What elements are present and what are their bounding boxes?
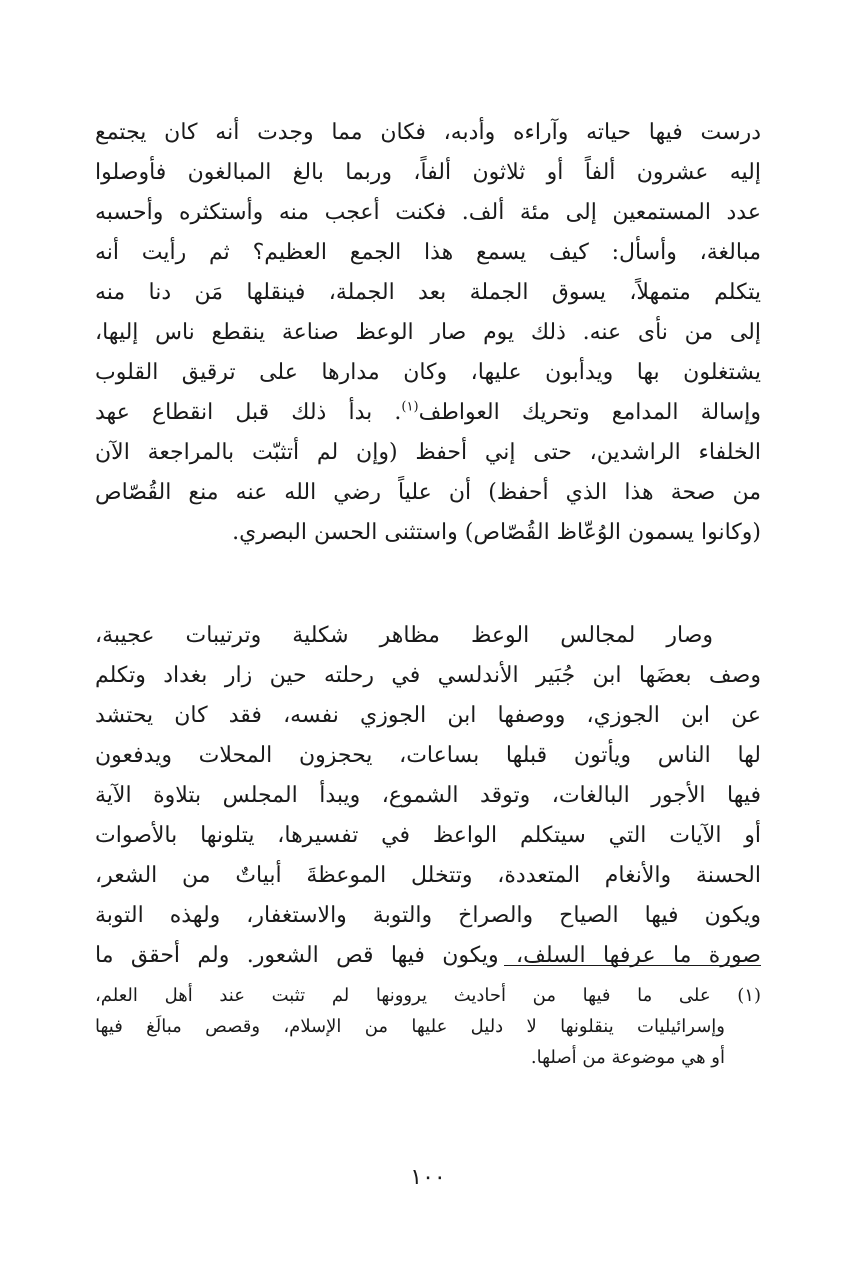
footnote-reference[interactable]: (١) <box>401 399 419 415</box>
text-line: درست فيها حياته وآراءه وأدبه، فكان مما وجدت أنه كان يجتمع <box>95 120 761 145</box>
text-segment: وإسالة المدامع وتحريك العواطف <box>418 400 761 425</box>
text-line: وصار لمجالس الوعظ مظاهر شكلية وترتيبات عجيبة، <box>95 623 713 648</box>
footnote-line: وإسرائيليات ينقلونها لا دليل عليها من الإسلام، وقصص مبالَغ فيها <box>95 1016 725 1037</box>
text-line: إليه عشرون ألفاً أو ثلاثون ألفاً، وربما بالغ المبالغون فأوصلوا <box>95 160 761 185</box>
page-number: ١٠٠ <box>410 1165 446 1190</box>
text-line: فيها الأجور البالغات، وتوقد الشموع، ويبدأ المجلس بتلاوة الآية <box>95 783 761 808</box>
text-line: إلى من نأى عنه. ذلك يوم صار الوعظ صناعة ينقطع ناس إليها، <box>95 320 761 345</box>
text-line: عدد المستمعين إلى مئة ألف. فكنت أعجب منه وأستكثره وأحسبه <box>95 200 761 225</box>
text-line: لها الناس ويأتون قبلها بساعات، يحجزون المحلات ويدفعون <box>95 743 761 768</box>
footnote-section <box>95 980 761 1073</box>
text-line: صورة ما عرفها السلف، ويكون فيها قص الشعور. ولم أحقق ما <box>95 943 761 968</box>
text-line: الحسنة والأنغام المتعددة، وتتخلل الموعظةَ أبياتٌ من الشعر، <box>95 863 761 888</box>
footnote-divider <box>504 965 761 966</box>
text-line-with-footnote-ref <box>95 393 761 433</box>
paragraph-2 <box>95 616 761 976</box>
text-line: عن ابن الجوزي، ووصفها ابن الجوزي نفسه، فقد كان يحتشد <box>95 703 761 728</box>
text-line: وصف بعضَها ابن جُبَير الأندلسي في رحلته حين زار بغداد وتكلم <box>95 663 761 688</box>
text-line: ويكون فيها الصياح والصراخ والتوبة والاستغفار، ولهذه التوبة <box>95 903 761 928</box>
paragraph-1 <box>95 113 761 553</box>
footnote-line: أو هي موضوعة من أصلها. <box>530 1047 725 1068</box>
text-line: يتكلم متمهلاً، يسوق الجملة بعد الجملة، فينقلها مَن دنا منه <box>95 280 761 305</box>
text-line: يشتغلون بها ويدأبون عليها، وكان مدارها على ترقيق القلوب <box>95 360 761 385</box>
text-segment: . بدأ ذلك قبل انقطاع عهد <box>95 400 402 425</box>
text-line: الخلفاء الراشدين، حتى إني أحفظ (وإن لم أتثبّت بالمراجعة الآن <box>95 440 761 465</box>
text-line: من صحة هذا الذي أحفظ) أن علياً رضي الله عنه منع القُصّاص <box>95 480 761 505</box>
footnote-line: (١) على ما فيها من أحاديث يروونها لم تثبت عند أهل العلم، <box>95 985 761 1006</box>
text-line: (وكانوا يسمون الوُعّاظ القُصّاص) واستثنى الحسن البصري. <box>232 520 761 545</box>
text-line: مبالغة، وأسأل: كيف يسمع هذا الجمع العظيم؟ ثم رأيت أنه <box>95 240 761 265</box>
text-line: أو الآيات التي سيتكلم الواعظ في تفسيرها، يتلونها بالأصوات <box>95 823 761 848</box>
